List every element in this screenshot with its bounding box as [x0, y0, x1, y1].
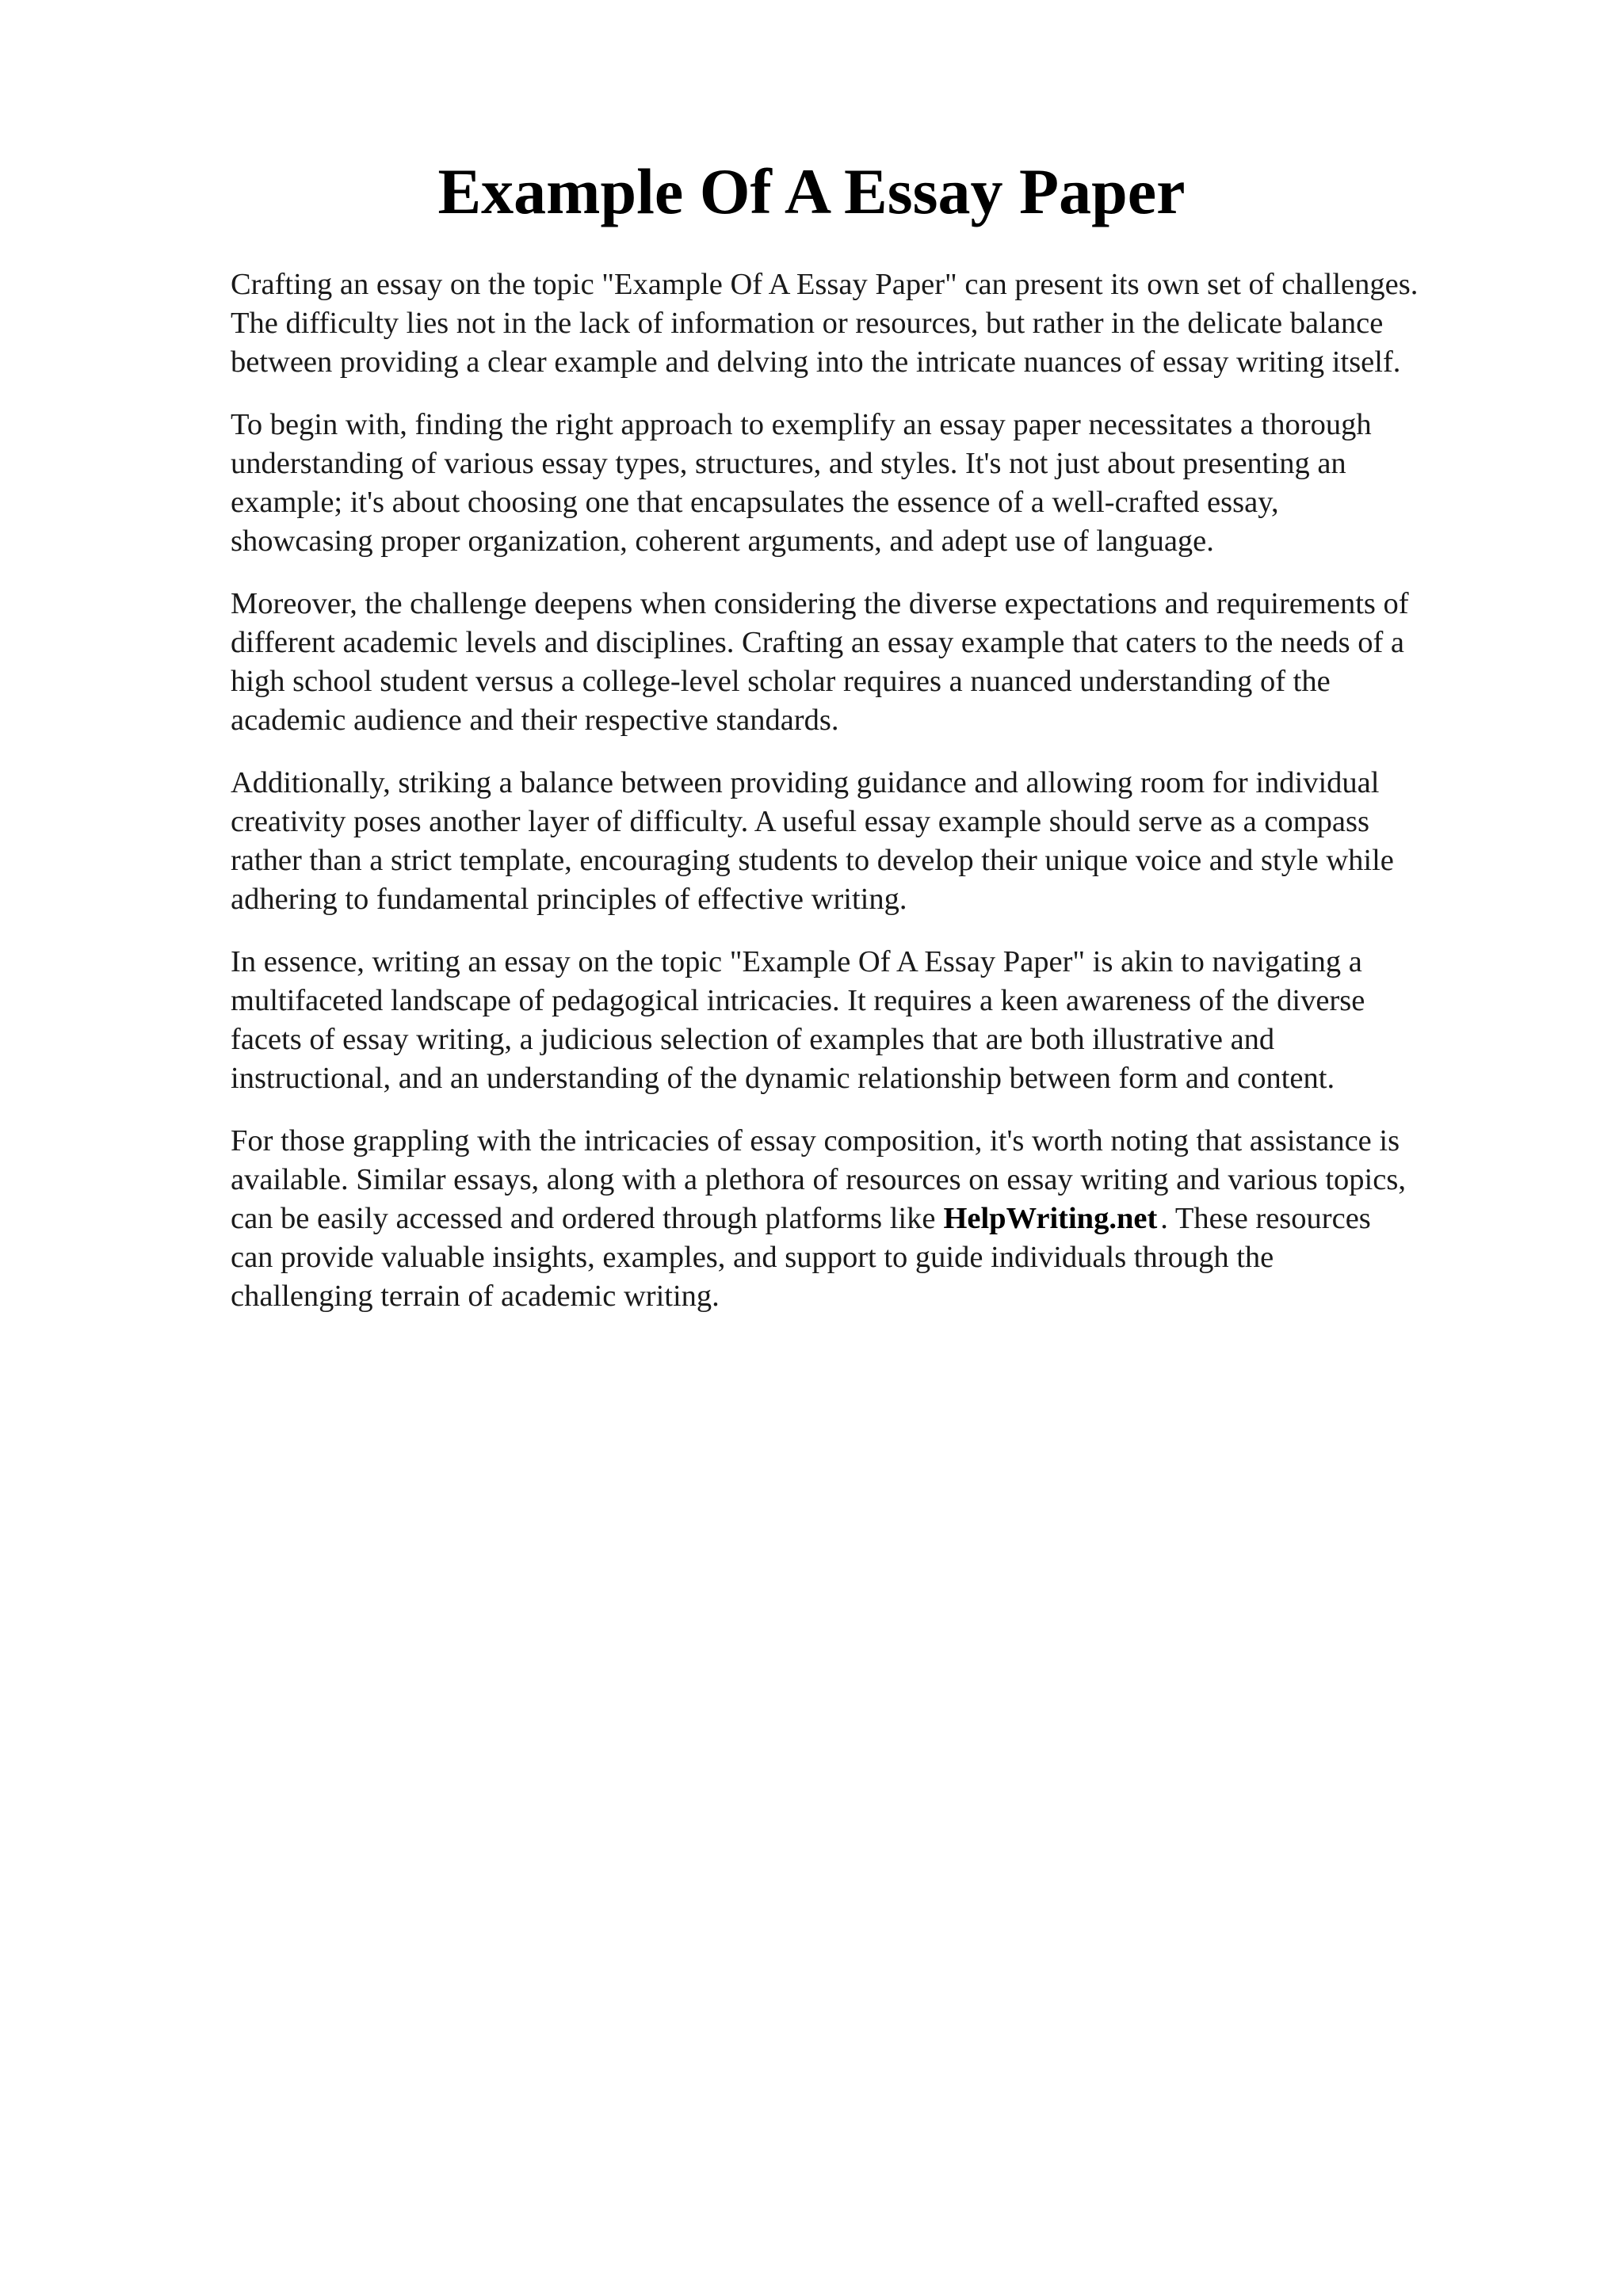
text-line: between providing a clear example and delving into the intricate nuances of essay writing itself.	[231, 345, 1401, 379]
text-line: In essence, writing an essay on the topic "Example Of A Essay Paper" is akin to navigating a	[231, 945, 1362, 978]
text-line: For those grappling with the intricacies of essay composition, it's worth noting that assistance is	[231, 1124, 1400, 1158]
text-line: showcasing proper organization, coherent arguments, and adept use of language.	[231, 524, 1214, 558]
text-line: multifaceted landscape of pedagogical intricacies. It requires a keen awareness of the diverse	[231, 984, 1365, 1017]
text-line: example; it's about choosing one that encapsulates the essence of a well-crafted essay,	[231, 486, 1279, 519]
text-line-with-link	[231, 1199, 1530, 1238]
text-line: creativity poses another layer of difficulty. A useful essay example should serve as a compass	[231, 805, 1369, 838]
helpwriting-link[interactable]: HelpWriting.net	[943, 1202, 1158, 1235]
text-line: different academic levels and disciplines. Crafting an essay example that caters to the needs of a	[231, 626, 1404, 659]
text-line: academic audience and their respective standards.	[231, 704, 839, 737]
paragraph-6	[231, 1122, 1530, 1316]
text-line: Crafting an essay on the topic "Example Of A Essay Paper" can present its own set of challenges.	[231, 268, 1419, 301]
text-line: can provide valuable insights, examples, and support to guide individuals through the	[231, 1241, 1274, 1274]
paragraph-1	[231, 265, 1530, 382]
text-line: available. Similar essays, along with a plethora of resources on essay writing and various topics,	[231, 1163, 1406, 1196]
text-line: rather than a strict template, encouraging students to develop their unique voice and style while	[231, 844, 1394, 877]
text-line: Additionally, striking a balance between providing guidance and allowing room for individual	[231, 766, 1380, 799]
text-segment: can be easily accessed and ordered through platforms like	[231, 1202, 936, 1235]
paragraph-2	[231, 406, 1530, 561]
paragraph-4	[231, 764, 1530, 919]
text-line: facets of essay writing, a judicious selection of examples that are both illustrative and	[231, 1023, 1275, 1056]
text-line: instructional, and an understanding of the dynamic relationship between form and content.	[231, 1062, 1335, 1095]
text-line: understanding of various essay types, structures, and styles. It's not just about presenting an	[231, 447, 1346, 480]
text-line: Moreover, the challenge deepens when considering the diverse expectations and requirements of	[231, 587, 1409, 620]
text-line: challenging terrain of academic writing.	[231, 1280, 720, 1313]
document-title: Example Of A Essay Paper	[437, 155, 1186, 227]
text-line: adhering to fundamental principles of effective writing.	[231, 883, 907, 916]
document-body	[231, 265, 1530, 1340]
text-line: high school student versus a college-level scholar requires a nuanced understanding of the	[231, 665, 1331, 698]
text-segment: . These resources	[1160, 1202, 1371, 1235]
paragraph-5	[231, 943, 1530, 1098]
text-line: To begin with, finding the right approach to exemplify an essay paper necessitates a thorough	[231, 408, 1372, 441]
text-line: The difficulty lies not in the lack of information or resources, but rather in the delicate balance	[231, 307, 1384, 340]
paragraph-3	[231, 585, 1530, 740]
